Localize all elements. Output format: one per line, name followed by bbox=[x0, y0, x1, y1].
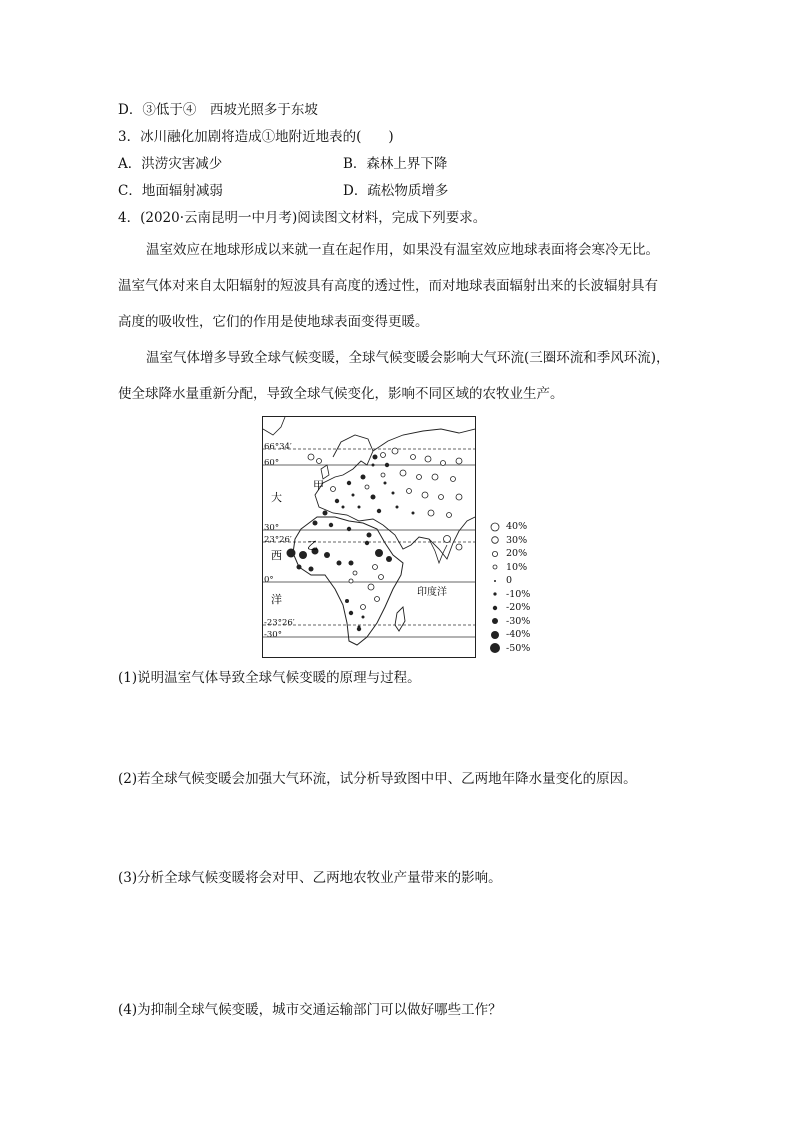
legend-label: -20% bbox=[506, 602, 531, 614]
sub-question-1: (1)说明温室气体导致全球气候变暖的原理与过程。 bbox=[118, 670, 421, 686]
legend-label: -30% bbox=[506, 615, 531, 627]
lat-label-60: 60° bbox=[264, 458, 280, 468]
legend-row bbox=[488, 534, 530, 548]
legend-row bbox=[488, 588, 530, 602]
q3-option-b: B．森林上界下降 bbox=[343, 156, 448, 172]
lat-label-minus-23: -23°26′ bbox=[264, 618, 295, 628]
indian-ocean-label: 印度洋 bbox=[417, 587, 447, 598]
map-legend bbox=[488, 520, 530, 655]
legend-label: 0 bbox=[506, 575, 513, 587]
legend-label: 10% bbox=[506, 561, 528, 573]
ocean-char-3: 洋 bbox=[271, 593, 282, 606]
ocean-char-2: 西 bbox=[271, 549, 282, 562]
legend-row bbox=[488, 574, 530, 588]
legend-row bbox=[488, 615, 530, 629]
legend-row bbox=[488, 628, 530, 642]
ocean-char-1: 大 bbox=[271, 491, 282, 504]
lat-label-0: 0° bbox=[264, 575, 274, 585]
region-jia-label: 甲 bbox=[313, 479, 324, 492]
question-4-stem: 4．(2020·云南昆明一中月考)阅读图文材料，完成下列要求。 bbox=[118, 210, 487, 226]
legend-row bbox=[488, 547, 530, 561]
question-3-stem: 3．冰川融化加剧将造成①地附近地表的( ) bbox=[118, 129, 394, 145]
q3-option-c: C．地面辐射减弱 bbox=[118, 183, 223, 199]
region-yi-label: 乙 bbox=[307, 539, 318, 552]
sub-question-4: (4)为抑制全球气候变暖，城市交通运输部门可以做好哪些工作？ bbox=[118, 1002, 502, 1018]
legend-label: -40% bbox=[506, 629, 531, 641]
paragraph-2-line-2: 使全球降水量重新分配，导致全球气候变化，影响不同区域的农牧业生产。 bbox=[118, 386, 564, 402]
paragraph-1-line-1: 温室效应在地球形成以来就一直在起作用，如果没有温室效应地球表面将会寒冷无比。 bbox=[146, 242, 659, 258]
legend-row bbox=[488, 520, 530, 534]
paragraph-2-line-1: 温室气体增多导致全球气候变暖，全球气候变暖会影响大气环流(三圈环流和季风环流)， bbox=[146, 350, 670, 366]
legend-label: -10% bbox=[506, 588, 531, 600]
sub-question-3: (3)分析全球气候变暖将会对甲、乙两地农牧业产量带来的影响。 bbox=[118, 870, 502, 886]
legend-label: -50% bbox=[506, 642, 531, 654]
legend-label: 40% bbox=[506, 521, 528, 533]
q3-option-d: D．疏松物质增多 bbox=[343, 183, 449, 199]
precipitation-change-map bbox=[262, 416, 476, 658]
legend-row bbox=[488, 561, 530, 575]
sub-question-2: (2)若全球气候变暖会加强大气环流，试分析导致图中甲、乙两地年降水量变化的原因。 bbox=[118, 771, 637, 787]
paragraph-1-line-3: 高度的吸收性，它们的作用是使地球表面变得更暖。 bbox=[118, 314, 429, 330]
paragraph-1-line-2: 温室气体对来自太阳辐射的短波具有高度的透过性，而对地球表面辐射出来的长波辐射具有 bbox=[118, 278, 658, 294]
option-d-prev: D．③低于④ 西坡光照多于东坡 bbox=[118, 102, 318, 118]
lat-label-minus-30: -30° bbox=[264, 630, 282, 640]
lat-label-30: 30° bbox=[264, 523, 280, 533]
lat-label-66: 66°34′ bbox=[264, 442, 292, 452]
legend-row bbox=[488, 642, 530, 656]
legend-label: 30% bbox=[506, 534, 528, 546]
legend-label: 20% bbox=[506, 548, 528, 560]
lat-label-23: 23°26′ bbox=[264, 535, 292, 545]
q3-option-a: A．洪涝灾害减少 bbox=[118, 156, 223, 172]
legend-row bbox=[488, 601, 530, 615]
